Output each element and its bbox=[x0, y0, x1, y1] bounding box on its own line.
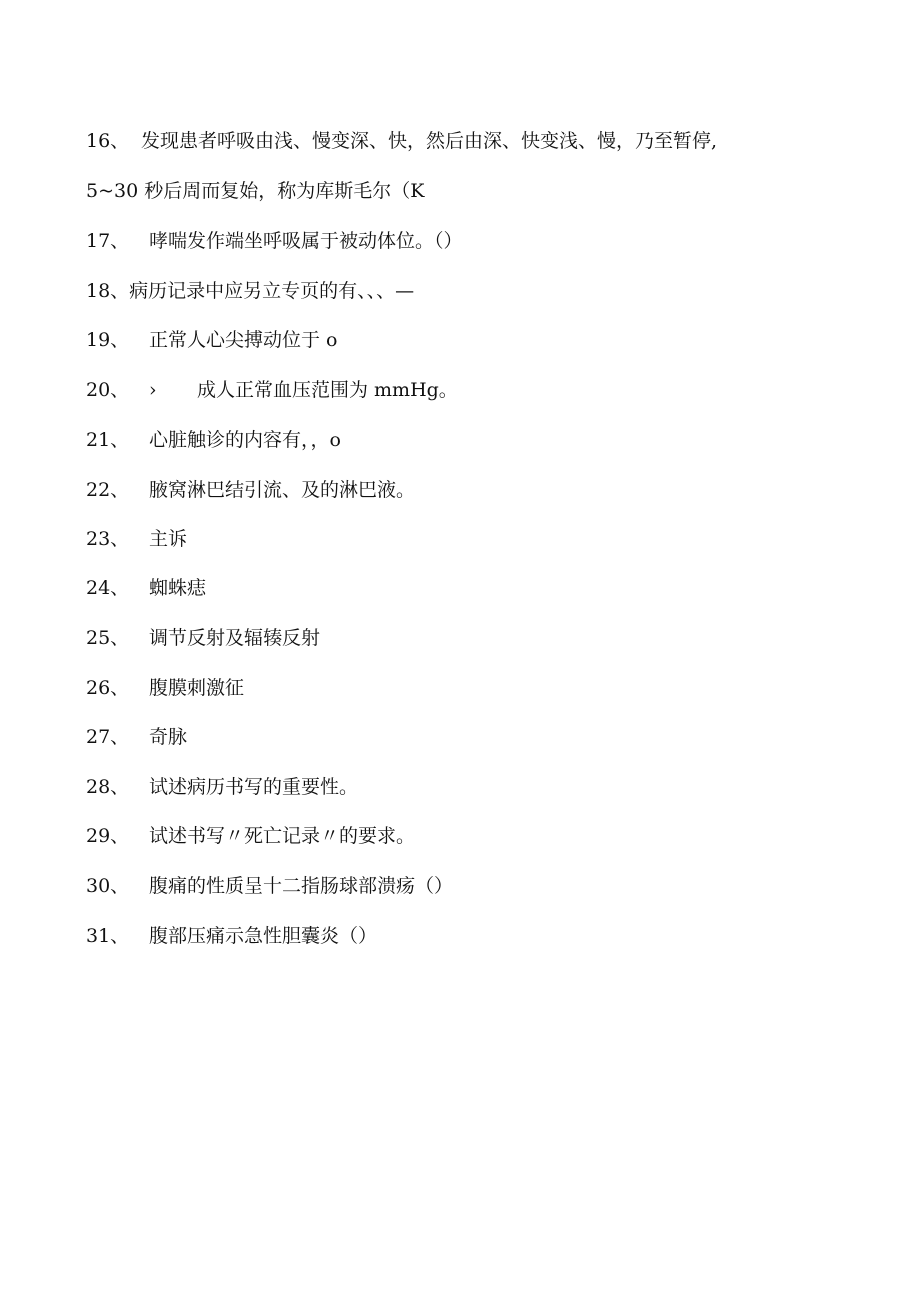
question-text: 成人正常血压范围为 mmHg。 bbox=[197, 379, 458, 401]
question-text: 蜘蛛痣 bbox=[149, 577, 207, 599]
question-text: 调节反射及辐辏反射 bbox=[149, 627, 321, 649]
question-number: 23、 bbox=[86, 528, 130, 550]
question-text: 奇脉 bbox=[149, 726, 188, 748]
question-text: 18、病历记录中应另立专页的有、、、— bbox=[86, 280, 415, 302]
question-number: 28、 bbox=[86, 776, 130, 798]
question-number: 29、 bbox=[86, 825, 130, 847]
question-text: 试述书写〃死亡记录〃的要求。 bbox=[149, 825, 416, 847]
question-text: 主诉 bbox=[149, 528, 188, 550]
question-number: 19、 bbox=[86, 329, 130, 351]
question-number: 27、 bbox=[86, 726, 130, 748]
question-number: 24、 bbox=[86, 577, 130, 599]
question-number: 20、 bbox=[86, 379, 130, 401]
question-text: 腋窝淋巴结引流、及的淋巴液。 bbox=[149, 479, 416, 501]
question-number: 25、 bbox=[86, 627, 130, 649]
question-number: 21、 bbox=[86, 429, 130, 451]
question-text: 腹膜刺激征 bbox=[149, 677, 245, 699]
question-number: 16、 bbox=[86, 130, 130, 152]
question-text: 试述病历书写的重要性。 bbox=[149, 776, 359, 798]
question-text: 正常人心尖搏动位于 o bbox=[149, 329, 338, 351]
question-text: 心脏触诊的内容有，，o bbox=[149, 429, 341, 451]
question-text: 腹部压痛示急性胆囊炎（） bbox=[149, 925, 378, 947]
question-text: 发现患者呼吸由浅、慢变深、快，然后由深、快变浅、慢，乃至暂停, bbox=[141, 130, 718, 152]
question-number: 22、 bbox=[86, 479, 130, 501]
question-number: 26、 bbox=[86, 677, 130, 699]
question-text-continuation: 5~30 秒后周而复始，称为库斯毛尔（K bbox=[86, 180, 425, 202]
stray-mark: › bbox=[149, 379, 157, 401]
question-number: 30、 bbox=[86, 875, 130, 897]
question-number: 31、 bbox=[86, 925, 130, 947]
question-text: 哮喘发作端坐呼吸属于被动体位。（） bbox=[149, 230, 463, 252]
question-number: 17、 bbox=[86, 230, 130, 252]
question-text: 腹痛的性质呈十二指肠球部溃疡（） bbox=[149, 875, 454, 897]
